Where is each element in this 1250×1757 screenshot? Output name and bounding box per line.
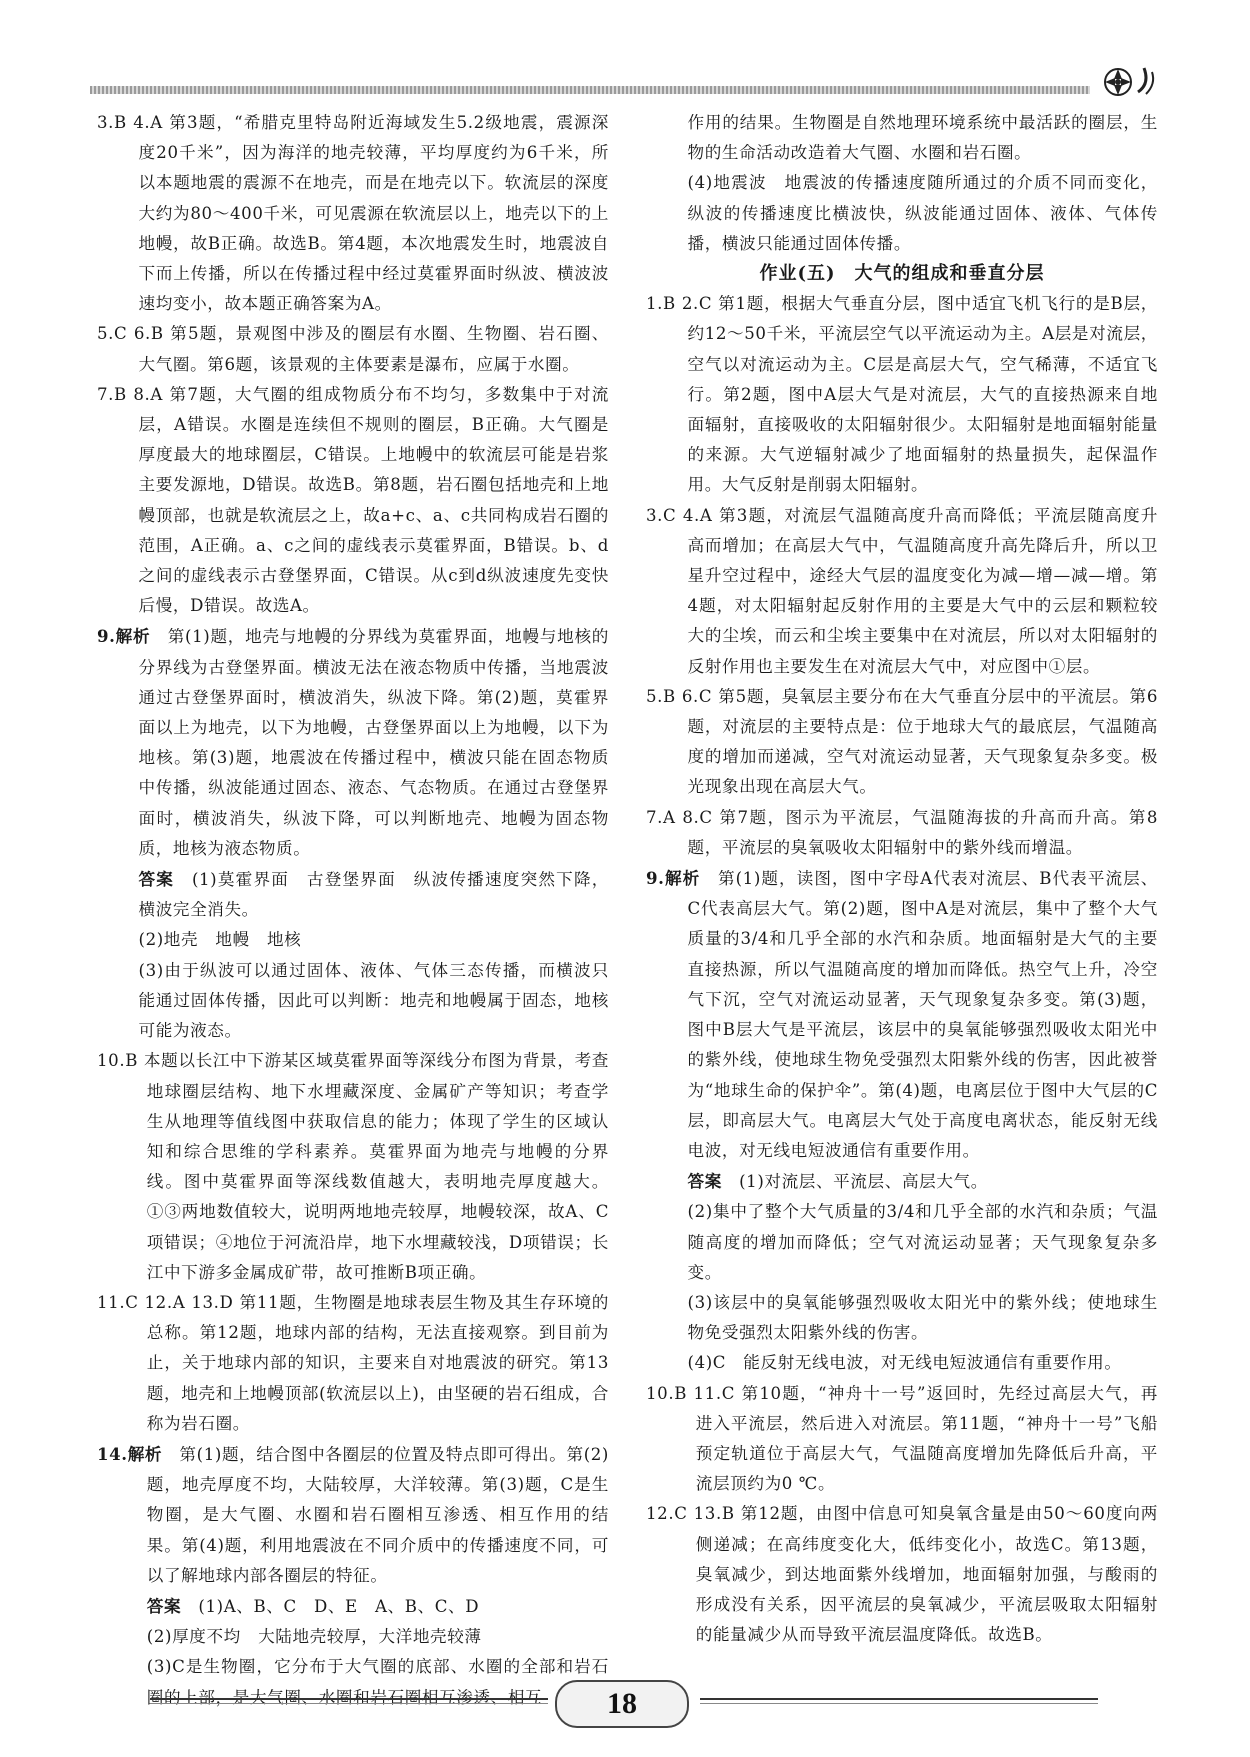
analysis-label: 9.解析 (97, 626, 151, 647)
answer-label: 答案 (687, 1171, 722, 1192)
section-title: 作业(五) 大气的组成和垂直分层 (759, 263, 1045, 285)
answer-line (646, 1166, 1158, 1197)
footer-rule-right (700, 1698, 1098, 1704)
answer-text: (1)A、B、C D、E A、B、C、D (198, 1596, 480, 1616)
right-column (646, 108, 1158, 1650)
page-number: 18 (555, 1680, 689, 1728)
analysis-text: 第(1)题，读图，图中字母A代表对流层、B代表平流层、C代表高层大气。第(2)题，图中A是对流层，集中了整个大气质量的3/4和几乎全部的水汽和杂质。地面辐射是大气的主要直接热源，所以气温随高度的增加而降低。热空气上升，冷空气下沉，空气对流运动显著，天气现象复杂多变。第(3)题，图中B层大气是平流层，该层中的臭氧能够强烈吸收太阳光中的紫外线，使地球生物免受强烈太阳紫外线的伤害，因此被誉为“地球生命的保护伞”。第(4)题，电离层位于图中大气层的C层，即高层大气。电离层大气处于高度电离状态，能反射无线电波，对无线电短波通信有重要作用。 (687, 869, 1158, 1160)
footer-rule-left (150, 1698, 548, 1704)
answer-text: (1)对流层、平流层、高层大气。 (739, 1172, 988, 1192)
answer-item: 5.C 6.B 第5题，景观图中涉及的圈层有水圈、生物圈、岩石圈、大气圈。第6题，该景观的主体要素是瀑布，应属于水圈。 (97, 324, 609, 374)
analysis-label: 14.解析 (97, 1443, 163, 1464)
answer-line: 作用的结果。生物圈是自然地理环境系统中最活跃的圈层，生物的生命活动改造着大气圈、水圈和岩石圈。 (687, 113, 1158, 163)
header-decorative-band (90, 86, 1090, 94)
left-column (97, 108, 609, 1713)
answer-text: (1)莫霍界面 古登堡界面 纵波传播速度突然下降，横波完全消失。 (138, 870, 609, 920)
answer-line (97, 1591, 609, 1622)
answer-line: (2)集中了整个大气质量的3/4和几乎全部的水汽和杂质；气温随高度的增加而降低；空气对流运动显著；天气现象复杂多变。 (687, 1202, 1158, 1282)
analysis-label: 9.解析 (646, 868, 701, 889)
answer-item: 7.B 8.A 第7题，大气圈的组成物质分布不均匀，多数集中于对流层，A错误。水圈是连续但不规则的圈层，B正确。大气圈是厚度最大的地球圈层，C错误。上地幔中的软流层可能是岩浆主要发源地，D错误。故选B。第8题，岩石圈包括地壳和上地幔顶部，也就是软流层之上，故a+c、a、c共同构成岩石圈的范围，A正确。a、c之间的虚线表示莫霍界面，B错误。b、d之间的虚线表示古登堡界面，C错误。从c到d纵波速度先变快后慢，D错误。故选A。 (97, 384, 609, 616)
answer-label: 答案 (138, 869, 175, 890)
answer-item: 11.C 12.A 13.D 第11题，生物圈是地球表层生物及其生存环境的总称。第12题，地球内部的结构，无法直接观察。到目前为止，关于地球内部的知识，主要来自对地震波的研究。第13题，地壳和上地幔顶部(软流层以上)，由坚硬的岩石组成，合称为岩石圈。 (97, 1292, 609, 1433)
answer-line (97, 864, 609, 925)
answer-item: 7.A 8.C 第7题，图示为平流层，气温随海拔的升高而升高。第8题，平流层的臭氧吸收太阳辐射中的紫外线而增温。 (646, 807, 1158, 857)
answer-item (97, 621, 609, 864)
answer-line: (4)地震波 地震波的传播速度随所通过的介质不同而变化，纵波的传播速度比横波快，纵波能通过固体、液体、气体传播，横波只能通过固体传播。 (687, 173, 1158, 253)
answer-item: 10.B 11.C 第10题，“神舟十一号”返回时，先经过高层大气，再进入平流层，然后进入对流层。第11题，“神舟十一号”飞船预定轨道位于高层大气，气温随高度增加先降低后升高，平流层顶约为0 ℃。 (646, 1383, 1158, 1494)
answer-item: 12.C 13.B 第12题，由图中信息可知臭氧含量是由50～60度向两侧递减；在高纬度变化大，低纬变化小，故选C。第13题，臭氧减少，到达地面紫外线增加，地面辐射加强，与酸雨的形成没有关系，因平流层的臭氧减少，平流层吸取太阳辐射的能量减少从而导致平流层温度降低。故选B。 (646, 1504, 1158, 1645)
answer-item: 3.B 4.A 第3题，“希腊克里特岛附近海域发生5.2级地震，震源深度20千米”，因为海洋的地壳较薄，平均厚度约为6千米，所以本题地震的震源不在地壳，而是在地壳以下。软流层的深度大约为80～400千米，可见震源在软流层以上，地壳以下的上地幔，故B正确。故选B。第4题，本次地震发生时，地震波自下而上传播，所以在传播过程中经过莫霍界面时纵波、横波波速均变小，故本题正确答案为A。 (97, 113, 609, 314)
publisher-logo-icon (1098, 62, 1158, 102)
answer-line: (2)地壳 地幔 地核 (138, 930, 302, 950)
answer-line: (4)C 能反射无线电波，对无线电短波通信有重要作用。 (687, 1353, 1122, 1373)
answer-line: (3)由于纵波可以通过固体、液体、气体三态传播，而横波只能通过固体传播，因此可以判断：地壳和地幔属于固态，地核可能为液态。 (138, 960, 609, 1041)
answer-item (646, 863, 1158, 1166)
answer-item: 3.C 4.A 第3题，对流层气温随高度升高而降低；平流层随高度升高而增加；在高层大气中，气温随高度升高先降后升，所以卫星升空过程中，途经大气层的温度变化为减—增—减—增。第4题，对太阳辐射起反射作用的主要是大气中的云层和颗粒较大的尘埃，而云和尘埃主要集中在对流层，所以对太阳辐射的反射作用也主要发生在对流层大气中，对应图中①层。 (646, 505, 1158, 676)
answer-line: (3)该层中的臭氧能够强烈吸收太阳光中的紫外线；使地球生物免受强烈太阳紫外线的伤害。 (687, 1292, 1158, 1343)
analysis-text: 第(1)题，地壳与地幔的分界线为莫霍界面，地幔与地核的分界线为古登堡界面。横波无法在液态物质中传播，当地震波通过古登堡界面时，横波消失，纵波下降。第(2)题，莫霍界面以上为地壳，以下为地幔，古登堡界面以上为地幔，以下为地核。第(3)题，地震波在传播过程中，横波只能在固态物质中传播，纵波能通过固态、液态、气态物质。在通过古登堡界面时，横波消失，纵波下降，可以判断地壳、地幔为固态物质，地核为液态物质。 (138, 627, 609, 858)
answer-label: 答案 (146, 1595, 182, 1616)
answer-item: 10.B 本题以长江中下游某区域莫霍界面等深线分布图为背景，考查地球圈层结构、地下水埋藏深度、金属矿产等知识；考查学生从地理等值线图中获取信息的能力；体现了学生的区域认知和综合思维的学科素养。莫霍界面为地壳与地幔的分界线。图中莫霍界面等深线数值越大，表明地壳厚度越大。①③两地数值较大，说明两地地壳较厚，地幔较深，故A、C项错误；④地位于河流沿岸，地下水埋藏较浅，D项错误；长江中下游多金属成矿带，故可推断B项正确。 (97, 1051, 609, 1282)
answer-line: (2)厚度不均 大陆地壳较厚，大洋地壳较薄 (146, 1627, 482, 1647)
answer-item: 1.B 2.C 第1题，根据大气垂直分层，图中适宜飞机飞行的是B层，约12～50千米，平流层空气以平流运动为主。A层是对流层，空气以对流运动为主。C层是高层大气，空气稀薄，不适宜飞行。第2题，图中A层大气是对流层，大气的直接热源来自地面辐射，直接吸收的太阳辐射很少。太阳辐射是地面辐射能量的来源。大气逆辐射减少了地面辐射的热量损失，起保温作用。大气反射是削弱太阳辐射。 (646, 294, 1158, 495)
answer-item: 5.B 6.C 第5题，臭氧层主要分布在大气垂直分层中的平流层。第6题，对流层的主要特点是：位于地球大气的最底层，气温随高度的增加而递减，空气对流运动显著，天气现象复杂多变。极光现象出现在高层大气。 (646, 686, 1158, 797)
answer-item (97, 1439, 609, 1591)
analysis-text: 第(1)题，结合图中各圈层的位置及特点即可得出。第(2)题，地壳厚度不均，大陆较厚，大洋较薄。第(3)题，C是生物圈，是大气圈、水圈和岩石圈相互渗透、相互作用的结果。第(4)题，利用地震波在不同介质中的传播速度不同，可以了解地球内部各圈层的特征。 (146, 1444, 609, 1585)
answer-line: (3)C是生物圈，它分布于大气圈的底部、水圈的全部和岩石圈的上部，是大气圈、水圈和岩石圈相互渗透、相互 (146, 1657, 609, 1707)
